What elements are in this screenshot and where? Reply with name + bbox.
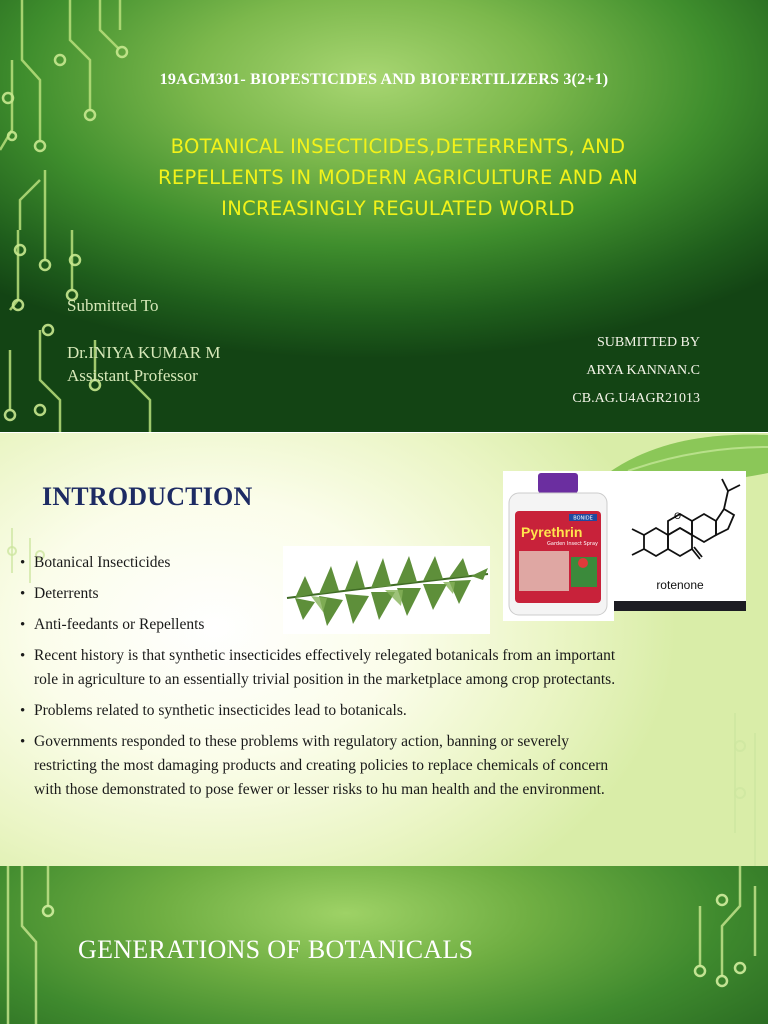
rotenone-caption: rotenone xyxy=(656,578,704,592)
pyrethrin-sublabel: Garden Insect Spray xyxy=(547,541,598,547)
generations-slide xyxy=(0,866,768,1024)
presentation-title xyxy=(110,131,686,224)
introduction-slide xyxy=(0,433,768,866)
rotenone-structure-image xyxy=(614,471,746,611)
title-line: REPELLENTS IN MODERN AGRICULTURE AND AN xyxy=(158,166,638,189)
list-item: • Problems related to synthetic insecticides lead to botanicals. xyxy=(20,699,618,723)
list-item: • Botanical Insecticides xyxy=(20,551,618,575)
svg-text:O: O xyxy=(674,512,682,522)
student-id: CB.AG.U4AGR21013 xyxy=(572,391,700,406)
submitted-to-label: Submitted To xyxy=(67,296,159,315)
bullet-list xyxy=(20,551,618,802)
title-line: BOTANICAL INSECTICIDES,DETERRENTS, AND xyxy=(170,135,626,158)
guide-name: Dr.INIYA KUMAR M xyxy=(67,343,221,362)
section-heading: INTRODUCTION xyxy=(42,482,253,511)
title-slide xyxy=(0,0,768,432)
submitted-by-label: SUBMITTED BY xyxy=(596,335,700,350)
title-line: INCREASINGLY REGULATED WORLD xyxy=(221,197,575,220)
list-item: • Deterrents xyxy=(20,582,618,606)
pyrethrin-brand: BONIDE xyxy=(573,515,593,522)
list-item: • Anti-feedants or Repellents xyxy=(20,613,618,637)
list-item: • Recent history is that synthetic insecticides effectively relegated botanicals from an important role in agriculture to an essentially trivial position in the marketplace among crop protectants. xyxy=(20,644,618,692)
course-code: 19AGM301- BIOPESTICIDES AND BIOFERTILIZERS 3(2+1) xyxy=(159,71,609,88)
guide-designation: Assistant Professor xyxy=(67,366,198,385)
student-name: ARYA KANNAN.C xyxy=(586,363,700,378)
section-heading: GENERATIONS OF BOTANICALS xyxy=(78,935,474,964)
list-item: • Governments responded to these problems with regulatory action, banning or severely restricting the most damaging products and creating policies to replace chemicals of concern with those demonstrated to pose fewer or lesser risks to hu man health and the environment. xyxy=(20,730,618,802)
pyrethrin-label: Pyrethrin xyxy=(521,524,583,540)
image-footer-bar xyxy=(614,601,746,611)
